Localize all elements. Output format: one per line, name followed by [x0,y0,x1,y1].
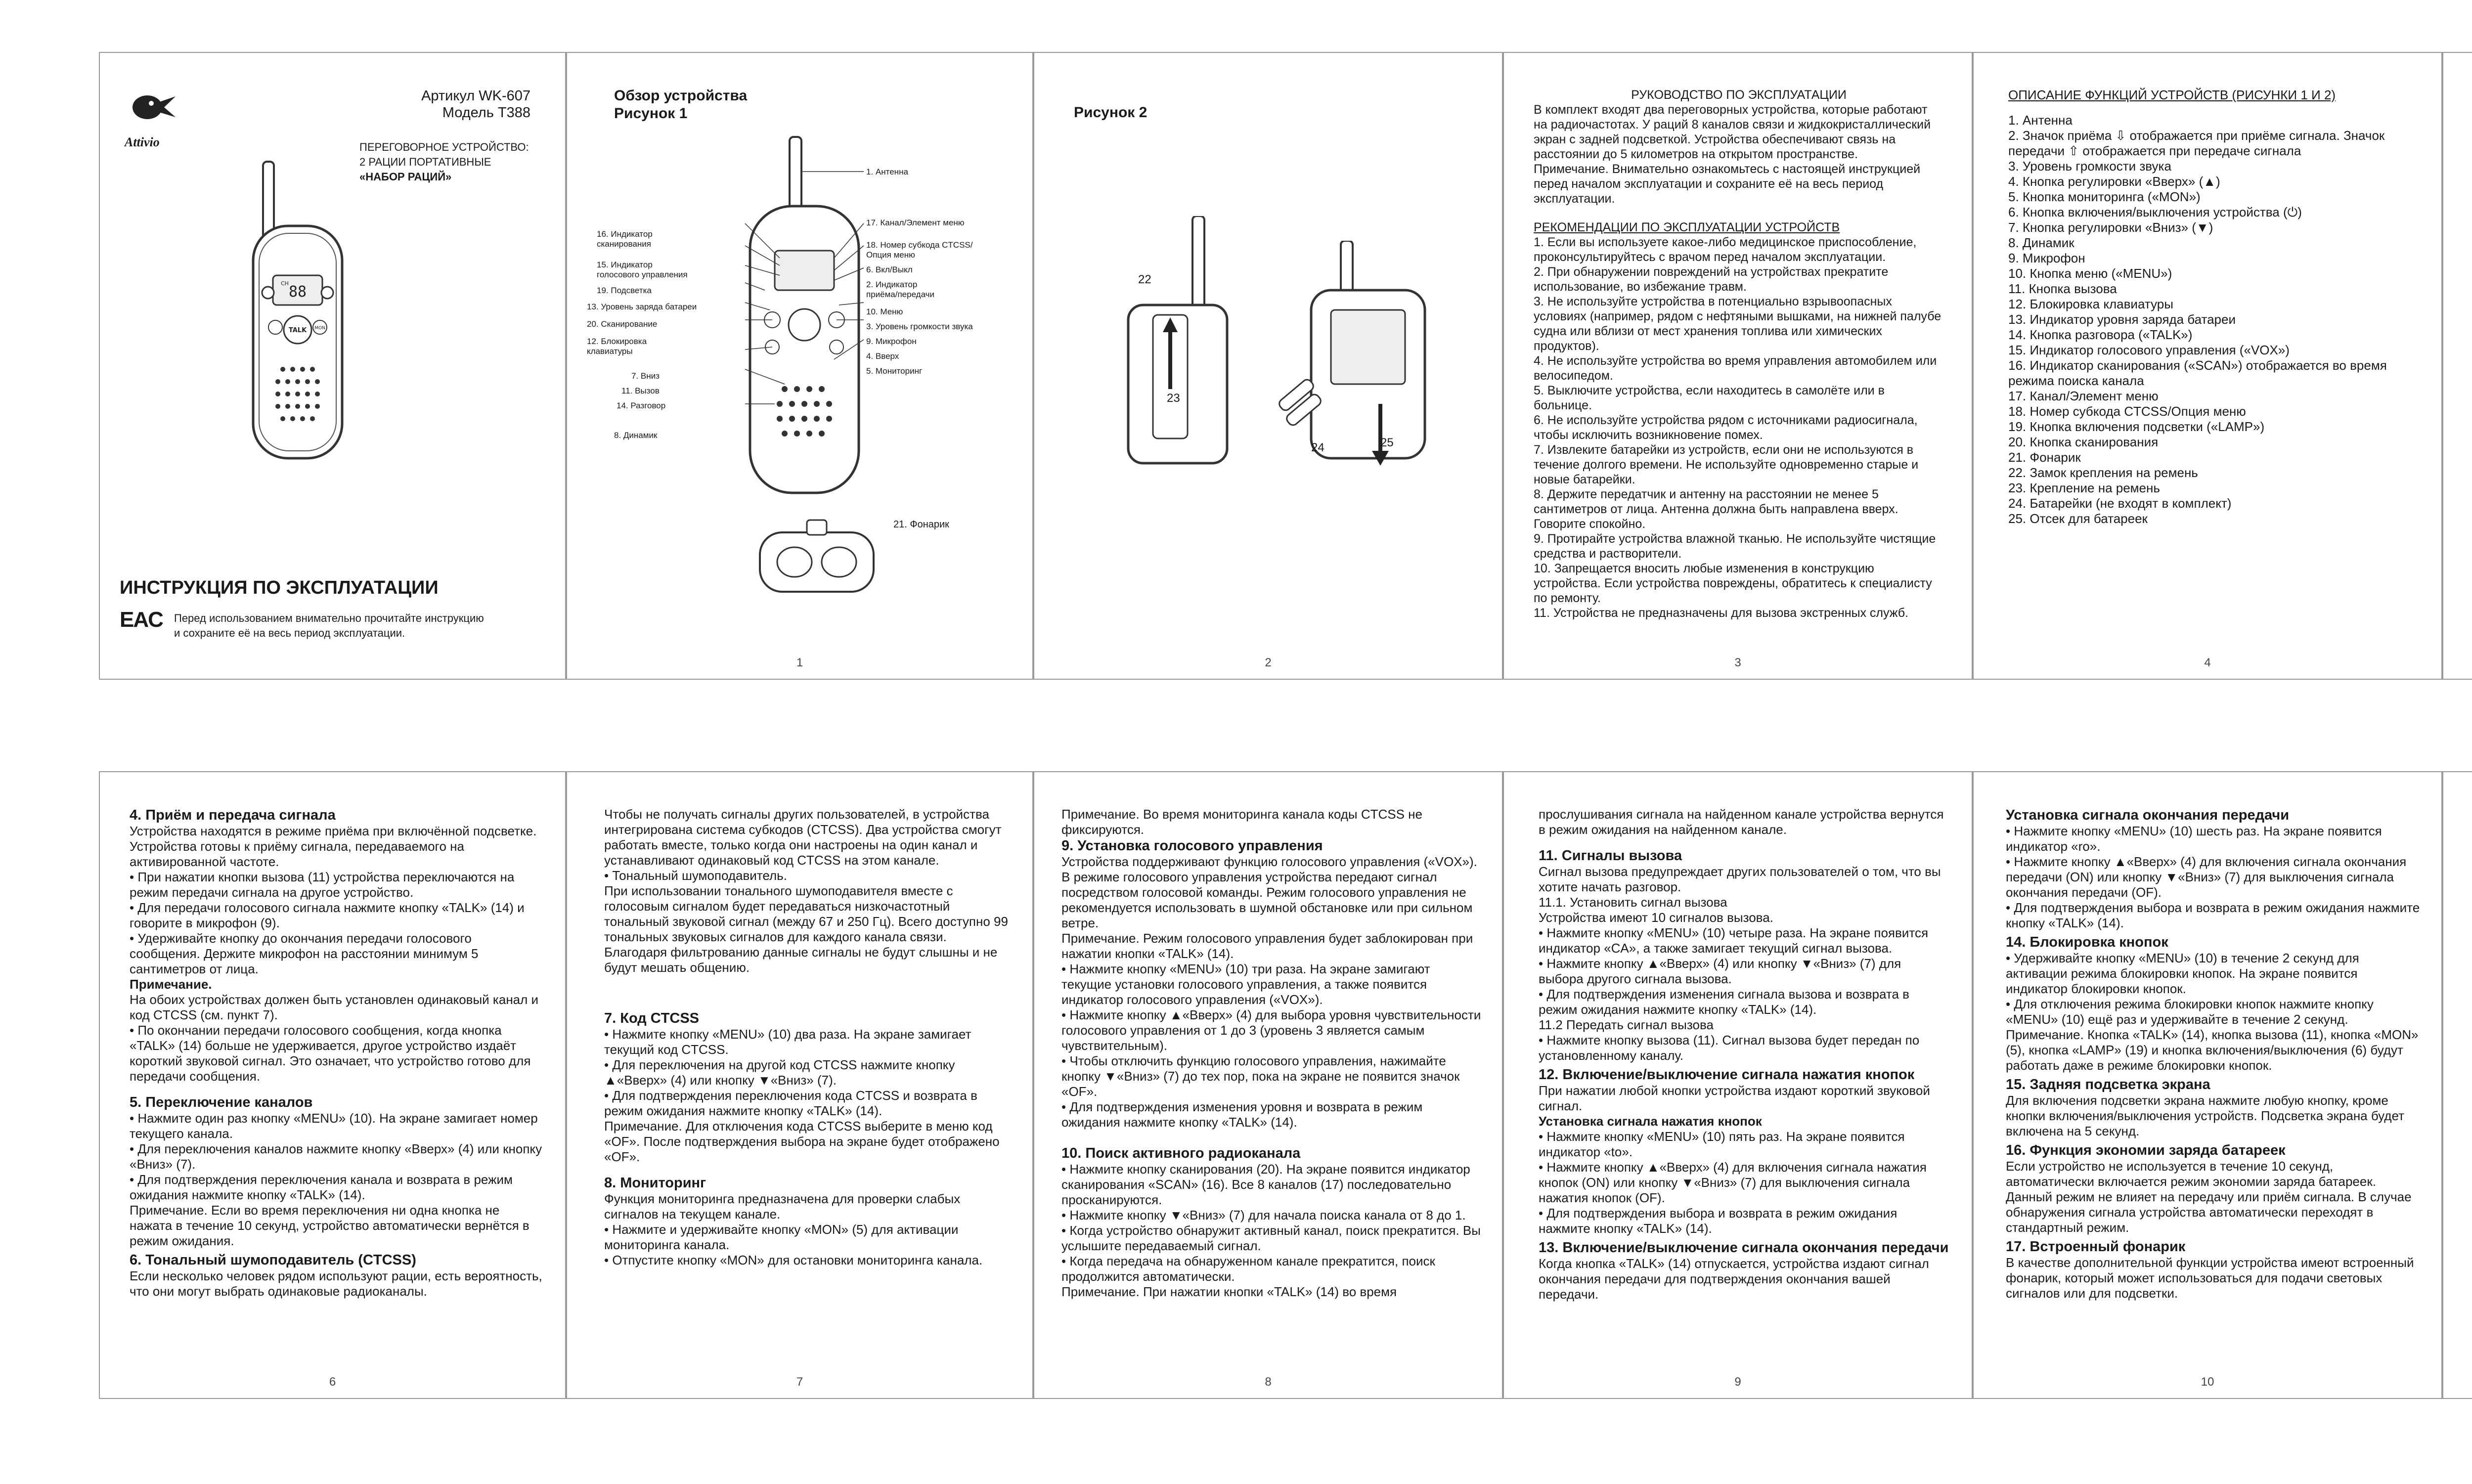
p7-m3: • Отпустите кнопку «MON» для остановки мониторинга канала. [604,1253,983,1267]
page4-text [2008,87,2419,526]
func-2: 2. Значок приёма ⇩ отображается при приёме сигнала. Значок передачи ⇧ отображается при передаче сигнала [2008,128,2385,158]
func-4: 4. Кнопка регулировки «Вверх» (▲) [2008,174,2220,189]
label-vox-indicator-2: голосового управления [597,270,688,279]
func-13: 13. Индикатор уровня заряда батареи [2008,312,2236,327]
callout-23: 23 [1167,392,1180,405]
label-keylock: 12. Блокировка [587,337,647,346]
page1-title-1: Обзор устройства [614,87,748,104]
label-battery: 13. Уровень заряда батареи [587,302,697,311]
p6-5: • По окончании передачи голосового сообщения, когда кнопка «TALK» (14) больше не удерживается, другое устройство издаёт короткий звуковой сигнал. Это означает, что устройство готово для передачи сообщения. [130,1023,531,1084]
p8-s5: Примечание. При нажатии кнопки «TALK» (14) во время [1061,1284,1397,1299]
page-number: 9 [1734,1375,1741,1389]
p8-1: Примечание. Во время мониторинга канала коды CTCSS не фиксируются. [1061,807,1422,837]
p6-c3: • Для подтверждения переключения канала и возврата в режим ожидания нажмите кнопку «TALK» (14). [130,1172,513,1202]
p7-c3: • Для подтверждения переключения кода CTCSS и возврата в режим ожидания нажмите кнопку «TALK» (14). [604,1088,977,1118]
func-23: 23. Крепление на ремень [2008,480,2160,495]
page-number: 4 [2204,656,2211,669]
p7-c1: • Нажмите кнопку «MENU» (10) два раза. На экране замигает текущий код CTCSS. [604,1027,971,1057]
page-number: 8 [1265,1375,1272,1389]
h-13: 13. Включение/выключение сигнала окончания передачи [1539,1240,1949,1256]
rec-4: 4. Не используйте устройства во время управления автомобилем или велосипедом. [1534,354,1937,383]
desc-line-3: «НАБОР РАЦИЙ» [359,171,452,183]
cover-note-2: и сохраните её на весь период эксплуатации. [174,627,405,639]
callout-25: 25 [1380,436,1394,449]
p6-6: Если несколько человек рядом используют рации, есть вероятность, что они могут выбрать одинаковые радиоканалы. [130,1268,542,1299]
func-21: 21. Фонарик [2008,450,2081,465]
intro: В комплект входят два переговорных устройства, которые работают на радиочастотах. У раций 8 каналов связи и жидкокристаллический экран с задней подсветкой. Устройства обеспечивают связь на расстоянии до 5 километров на открытом пространстве. [1534,103,1931,161]
panel-page-4 [1973,52,2442,680]
label-volume: 3. Уровень громкости звука [866,322,973,331]
func-7: 7. Кнопка регулировки «Вниз» (▼) [2008,220,2213,235]
walkie-talkie-illustration [248,152,347,468]
label-antenna: 1. Антенна [866,167,908,176]
panel-cover [99,52,566,680]
p9-a1: Сигнал вызова предупреждает других пользователей о том, что вы хотите начать разговор. [1539,864,1941,894]
p9-a2: 11.1. Установить сигнал вызова [1539,895,1727,910]
p10-b2: • Для отключения режима блокировки кнопок нажмите кнопку «MENU» (10) ещё раз и удерживайте в течение 2 секунд. [2006,997,2374,1027]
func-8: 8. Динамик [2008,235,2075,250]
label-ctcss-2: Опция меню [866,250,915,260]
cover-title: ИНСТРУКЦИЯ ПО ЭКСПЛУАТАЦИИ [120,577,439,598]
p8-v6: • Для подтверждения изменения уровня и возврата в режим ожидания нажмите кнопку «TALK» (14). [1061,1099,1423,1130]
label-vox-indicator: 15. Индикатор [597,260,653,269]
panel-page-9 [1503,771,1973,1399]
page-number: 7 [796,1375,803,1389]
func-12: 12. Блокировка клавиатуры [2008,297,2173,311]
page7-text [604,807,1010,1268]
p8-v1: Устройства поддерживают функцию голосового управления («VOX»). В режиме голосового управления устройства передают сигнал посредством голосовой команды. Режим голосового управления не рекомендуется использовать в шумной обстановке или при сильном ветре. [1061,854,1477,930]
p6-3: • Для передачи голосового сигнала нажмите кнопку «TALK» (14) и говорите в микрофон (9). [130,900,525,930]
func-22: 22. Замок крепления на ремень [2008,465,2198,480]
page-number: 3 [1734,656,1741,669]
p9-a5: • Нажмите кнопку ▲«Вверх» (4) или кнопку ▼«Вниз» (7) для выбора другого сигнала вызова. [1539,956,1901,986]
callout-22: 22 [1138,273,1151,286]
page-number: 10 [2201,1375,2214,1389]
cover-note-1: Перед использованием внимательно прочитайте инструкцию [174,612,484,624]
p10-a3: • Для подтверждения выбора и возврата в режим ожидания нажмите кнопку «TALK» (14). [2006,900,2420,930]
h-15: 15. Задняя подсветка экрана [2006,1077,2210,1092]
h-10: 10. Поиск активного радиоканала [1061,1145,1301,1161]
func-9: 9. Микрофон [2008,251,2085,265]
model: Модель T388 [442,105,530,121]
label-scan-indicator: 16. Индикатор [597,229,653,239]
label-keylock-2: клавиатуры [587,347,633,356]
func-17: 17. Канал/Элемент меню [2008,389,2159,403]
func-5: 5. Кнопка мониторинга («MON») [2008,189,2201,204]
p9-k4: • Нажмите кнопку ▲«Вверх» (4) для включения сигнала нажатия кнопок (ON) или кнопку ▼«Вниз» (7) для выключения сигнала нажатия кнопок (OF). [1539,1160,1927,1205]
heading-functions: ОПИСАНИЕ ФУНКЦИЙ УСТРОЙСТВ (РИСУНКИ 1 И 2) [2008,87,2336,102]
p6-1: Устройства находятся в режиме приёма при включённой подсветке. Устройства готовы к приёму сигнала, передаваемого на активированной частоте. [130,824,537,869]
p7-m2: • Нажмите и удерживайте кнопку «MON» (5) для активации мониторинга канала. [604,1222,959,1252]
label-power: 6. Вкл/Выкл [866,265,913,274]
label-speaker: 8. Динамик [614,431,658,440]
p6-2: • При нажатии кнопки вызова (11) устройства переключаются на режим передачи сигнала на другое устройство. [130,870,515,900]
p7-3: При использовании тонального шумоподавителя вместе с голосовым сигналом будет передаваться низкочастотный тональный звуковой сигнал (между 67 и 250 Гц). Всего доступно 99 тональных звуковых сигналов для каждого канала связи. Благодаря фильтрованию данные сигналы не будут слышны и не будут мешать общению. [604,883,1008,975]
panel-page-11 [2442,771,2472,1399]
label-up: 4. Вверх [866,351,899,361]
page2-title: Рисунок 2 [1074,104,1148,121]
rec-2: 2. При обнаружении повреждений на устройствах прекратите использование, во избежание травм. [1534,265,1889,294]
page1-title-2: Рисунок 1 [614,105,688,122]
p8-v5: • Чтобы отключить функцию голосового управления, нажимайте кнопку ▼«Вниз» (7) до тех пор, пока на экране не появится значок «OF». [1061,1053,1460,1099]
p7-2: • Тональный шумоподавитель. [604,868,787,883]
h-4: 4. Приём и передача сигнала [130,807,336,823]
flashlight-diagram [755,518,879,602]
p9-k2: Установка сигнала нажатия кнопок [1539,1114,1762,1129]
eac-mark: EAC [120,608,163,632]
page3-text [1534,87,1944,620]
article: Артикул WK-607 [421,88,530,104]
p9-e1: Когда кнопка «TALK» (14) отпускается, устройства издают сигнал окончания передачи для подтверждения окончания вашей передачи. [1539,1256,1929,1302]
h-5: 5. Переключение каналов [130,1094,313,1110]
rec-7: 7. Извлеките батарейки из устройств, если они не используются в течение долгого времени. Не используйте одновременно старые и новые батарейки. [1534,443,1919,486]
device-front-diagram [715,127,879,508]
label-flashlight: 21. Фонарик [893,519,949,530]
heading-manual: РУКОВОДСТВО ПО ЭКСПЛУАТАЦИИ [1631,88,1847,102]
p9-a4: • Нажмите кнопку «MENU» (10) четыре раза. На экране появится индикатор «CA», а также замигает текущий сигнал вызова. [1539,925,1929,956]
p8-v2: Примечание. Режим голосового управления будет заблокирован при нажатии кнопки «TALK» (14). [1061,931,1473,961]
p7-c2: • Для переключения на другой код CTCSS нажмите кнопку ▲«Вверх» (4) или кнопку ▼«Вниз» (7). [604,1057,955,1088]
device-screen-code: 88 [288,283,307,301]
func-19: 19. Кнопка включения подсветки («LAMP») [2008,419,2265,434]
intro-note: Примечание. Внимательно ознакомьтесь с настоящей инструкцией перед началом эксплуатации и сохраните её на весь период эксплуатации. [1534,162,1921,206]
p6-note: На обоих устройствах должен быть установлен одинаковый канал и код CTCSS (см. пункт 7). [130,992,539,1022]
p6-note-title: Примечание. [130,977,212,992]
p10-b1: • Удерживайте кнопку «MENU» (10) в течение 2 секунд для активации режима блокировки кнопок. На экране появится индикатор блокировки кнопок. [2006,951,2359,996]
panel-page-6 [99,771,566,1399]
label-talk: 14. Разговор [617,401,666,410]
belt-clip-diagram [1108,216,1247,473]
p8-s1: • Нажмите кнопку сканирования (20). На экране появится индикатор сканирования «SCAN» (16). Все 8 каналов (17) последовательно просканируются. [1061,1162,1470,1207]
p6-4: • Удерживайте кнопку до окончания передачи голосового сообщения. Держите микрофон на расстоянии минимум 5 сантиметров от лица. [130,931,479,976]
p10-a1: • Нажмите кнопку «MENU» (10) шесть раз. На экране появится индикатор «ro». [2006,824,2382,854]
page10-text [2006,807,2421,1301]
func-1: 1. Антенна [2008,113,2073,128]
p8-s4: • Когда передача на обнаруженном канале прекратится, поиск продолжится автоматически. [1061,1254,1435,1284]
func-16: 16. Индикатор сканирования («SCAN») отображается во время режима поиска канала [2008,358,2387,388]
func-18: 18. Номер субкода CTCSS/Опция меню [2008,404,2246,419]
p8-v3: • Нажмите кнопку «MENU» (10) три раза. На экране замигают текущие установки голосового управления, а также появится индикатор голосового управления («VOX»). [1061,961,1430,1007]
p8-s3: • Когда устройство обнаружит активный канал, поиск прекратится. Вы услышите передаваемый сигнал. [1061,1223,1481,1253]
rec-9: 9. Протирайте устройства влажной тканью. Не используйте чистящие средства и растворители. [1534,532,1936,561]
h-14: 14. Блокировка кнопок [2006,934,2168,950]
label-call: 11. Вызов [621,386,660,395]
label-menu: 10. Меню [866,307,903,316]
p9-k5: • Для подтверждения выбора и возврата в режим ожидания нажмите кнопку «TALK» (14). [1539,1206,1898,1236]
p7-1: Чтобы не получать сигналы других пользователей, в устройства интегрирована система субкодов (CTCSS). Два устройства смогут работать вместе, только когда они настроены на один канал и устанавливают одинаковый код CTCSS на этом канале. [604,807,1002,868]
rec-10: 10. Запрещается вносить любые изменения в конструкцию устройства. Если устройства повреждены, обратитесь к специалисту по ремонту. [1534,562,1932,605]
rec-11: 11. Устройства не предназначены для вызова экстренных служб. [1534,606,1909,620]
h-6: 6. Тональный шумоподавитель (CTCSS) [130,1252,416,1268]
p10-c1: Для включения подсветки экрана нажмите любую кнопку, кроме кнопки включения/выключения устройств. Подсветка экрана будет включена на 5 секунд. [2006,1093,2404,1138]
rec-1: 1. Если вы используете какое-либо медицинское приспособление, проконсультируйтесь с врачом перед началом эксплуатации. [1534,235,1917,264]
h-end-signal: Установка сигнала окончания передачи [2006,807,2290,823]
device-talk-label: TALK [288,327,307,334]
rec-8: 8. Держите передатчик и антенну на расстоянии не менее 5 сантиметров от лица. Антенна должна быть направлена вверх. Говорите спокойно. [1534,487,1898,531]
page9-text [1539,807,1949,1302]
panel-page-5 [2442,52,2472,680]
p7-c4: Примечание. Для отключения кода CTCSS выберите в меню код «OF». После подтверждения выбора на экране будет отображено «OF». [604,1119,1000,1164]
page-number: 1 [796,656,803,669]
h-9: 9. Установка голосового управления [1061,838,1323,854]
h-12: 12. Включение/выключение сигнала нажатия кнопок [1539,1067,1915,1083]
func-10: 10. Кнопка меню («MENU») [2008,266,2172,281]
func-24: 24. Батарейки (не входят в комплект) [2008,496,2232,511]
desc-line-2: 2 РАЦИИ ПОРТАТИВНЫЕ [359,156,491,168]
func-20: 20. Кнопка сканирования [2008,435,2159,449]
p10-f1: В качестве дополнительной функции устройства имеют встроенный фонарик, который может использоваться для подачи световых сигналов или для подсветки. [2006,1255,2414,1301]
h-17: 17. Встроенный фонарик [2006,1239,2186,1255]
h-7: 7. Код CTCSS [604,1010,700,1026]
page-number: 2 [1265,656,1272,669]
page-number: 6 [329,1375,336,1389]
panel-page-8 [1033,771,1503,1399]
p9-k3: • Нажмите кнопку «MENU» (10) пять раз. На экране появится индикатор «to». [1539,1129,1905,1159]
h-11: 11. Сигналы вызова [1539,848,1682,864]
callout-24: 24 [1311,441,1324,454]
panel-page-1 [566,52,1033,680]
brand-name: Attivio [125,135,160,149]
func-14: 14. Кнопка разговора («TALK») [2008,327,2193,342]
panel-page-2 [1033,52,1503,680]
rec-5: 5. Выключите устройства, если находитесь в самолёте или в больнице. [1534,384,1885,412]
p9-k1: При нажатии любой кнопки устройства издают короткий звуковой сигнал. [1539,1083,1930,1113]
p8-s2: • Нажмите кнопку ▼«Вниз» (7) для начала поиска канала от 8 до 1. [1061,1208,1466,1222]
panel-page-7 [566,771,1033,1399]
p9-a6: • Для подтверждения изменения сигнала вызова и возврата в режим ожидания нажмите кнопку «TALK» (14). [1539,987,1909,1017]
p10-a2: • Нажмите кнопку ▲«Вверх» (4) для включения сигнала окончания передачи (ON) или кнопку ▼«Вниз» (7) для выключения сигнала окончания передачи (OF). [2006,854,2407,900]
p6-c2: • Для переключения каналов нажмите кнопку «Вверх» (4) или кнопку «Вниз» (7). [130,1141,542,1172]
p9-a7: 11.2 Передать сигнал вызова [1539,1017,1714,1032]
label-scan-indicator-2: сканирования [597,239,651,249]
p7-m1: Функция мониторинга предназначена для проверки слабых сигналов на текущем канале. [604,1191,961,1222]
page8-text [1061,807,1482,1300]
label-rx-tx-2: приёма/передачи [866,290,935,299]
p10-d1: Если устройство не используется в течение 10 секунд, автоматически включается режим экономии заряда батареек. Данный режим не влияет на передачу или приём сигнала. В случае обнаружения сигнала устройства автоматически переходят в стандартный режим. [2006,1159,2412,1235]
p9-a8: • Нажмите кнопку вызова (11). Сигнал вызова будет передан по установленному каналу. [1539,1033,1920,1063]
panel-page-10 [1973,771,2442,1399]
func-25: 25. Отсек для батареек [2008,511,2148,526]
page-number [2443,656,2472,670]
battery-compartment-diagram [1272,241,1440,468]
label-scan: 20. Сканирование [587,319,658,329]
label-backlight: 19. Подсветка [597,286,652,295]
func-15: 15. Индикатор голосового управления («VOX») [2008,343,2290,357]
rec-3: 3. Не используйте устройства в потенциально взрывоопасных условиях (например, рядом с нефтяными вышками, на нижней палубе судна или вблизи от мест хранения топлива или химических продуктов). [1534,295,1942,353]
page-number [2443,1375,2472,1389]
label-down: 7. Вниз [631,371,660,381]
label-ctcss: 18. Номер субкода CTCSS/ [866,240,973,250]
attivio-logo-icon [124,87,178,132]
p9-a3: Устройства имеют 10 сигналов вызова. [1539,910,1773,925]
page6-text [130,807,545,1299]
h-16: 16. Функция экономии заряда батареек [2006,1142,2286,1158]
p6-c1: • Нажмите один раз кнопку «MENU» (10). На экране замигает номер текущего канала. [130,1111,538,1141]
p9-1: прослушивания сигнала на найденном канале устройства вернутся в режим ожидания на найденном канале. [1539,807,1944,837]
label-monitor: 5. Мониторинг [866,366,923,376]
device-mon-label: MON [314,326,325,331]
func-6: 6. Кнопка включения/выключения устройства (⏻) [2008,205,2302,219]
func-3: 3. Уровень громкости звука [2008,159,2171,174]
label-mic: 9. Микрофон [866,337,917,346]
heading-recommendations: РЕКОМЕНДАЦИИ ПО ЭКСПЛУАТАЦИИ УСТРОЙСТВ [1534,220,1840,234]
p8-v4: • Нажмите кнопку ▲«Вверх» (4) для выбора уровня чувствительности голосового управления от 1 до 3 (уровень 3 является самым чувствительным). [1061,1007,1481,1053]
p6-c4: Примечание. Если во время переключения ни одна кнопка не нажата в течение 10 секунд, устройство автоматически вернётся в режим ожидания. [130,1203,530,1248]
p10-b3: Примечание. Кнопка «TALK» (14), кнопка вызова (11), кнопка «MON» (5), кнопка «LAMP» (19) и кнопка включения/выключения (6) будут работать даже в режиме блокировки кнопок. [2006,1027,2419,1073]
label-rx-tx: 2. Индикатор [866,280,918,289]
label-channel: 17. Канал/Элемент меню [866,218,965,227]
device-ch-label: CH [281,280,289,287]
desc-line-1: ПЕРЕГОВОРНОЕ УСТРОЙСТВО: [359,141,529,153]
func-11: 11. Кнопка вызова [2008,281,2117,296]
panel-page-3 [1503,52,1973,680]
rec-6: 6. Не используйте устройства рядом с источниками радиосигнала, чтобы исключить возникновение помех. [1534,413,1918,442]
h-8: 8. Мониторинг [604,1175,706,1191]
